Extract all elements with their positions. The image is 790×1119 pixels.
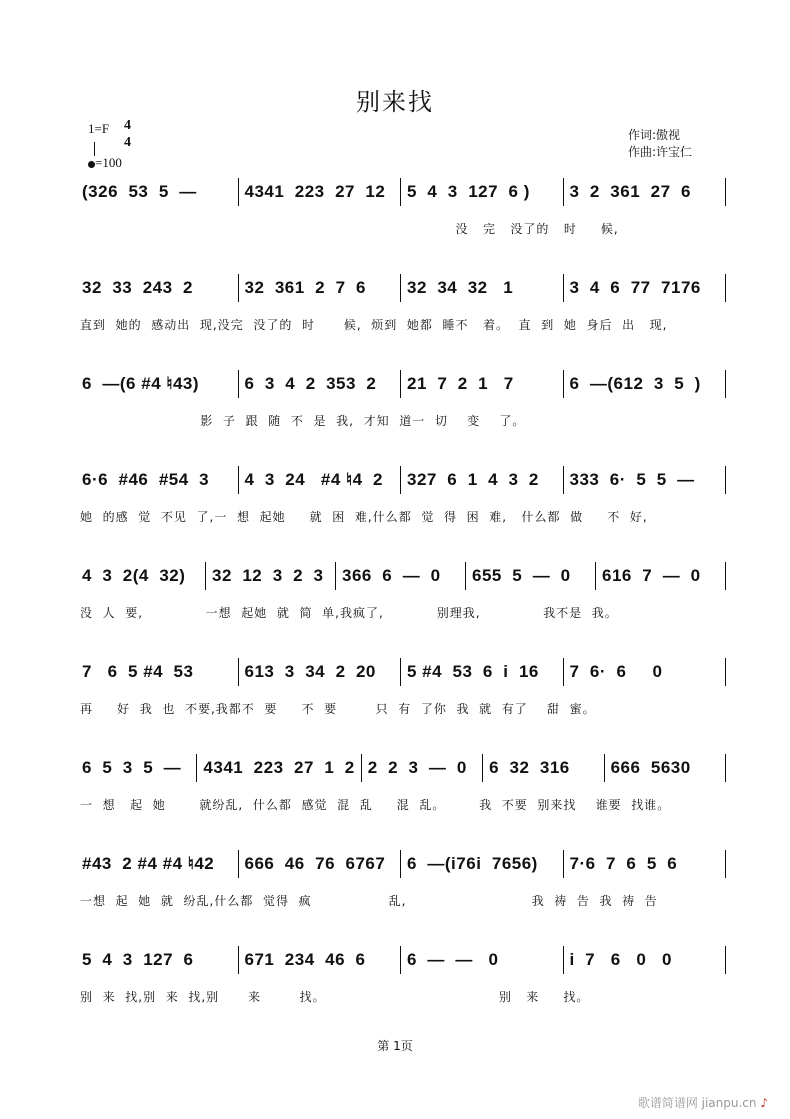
measure: (326 53 5 —	[82, 182, 197, 201]
measure: 6 —(i76i 7656)	[407, 854, 538, 873]
bar-line	[238, 370, 239, 398]
bar-line	[604, 754, 605, 782]
measure: 4341 223 27 1 2	[203, 758, 355, 777]
logo-icon: ♪	[760, 1096, 768, 1110]
measure: 5 #4 53 6 i 16	[407, 662, 539, 681]
lyrics-row: 没 完 没了的 时 候,	[80, 222, 619, 236]
measure: 5 4 3 127 6	[82, 950, 194, 969]
lyrics-row: 别 来 找,别 来 找,别 来 找。 别 来 找。	[80, 990, 590, 1004]
time-sig-top: 4	[124, 118, 131, 133]
measure: 32 361 2 7 6	[244, 278, 366, 297]
measure: 21 7 2 1 7	[407, 374, 514, 393]
measure: 4 3 2(4 32)	[82, 566, 186, 585]
bar-line	[238, 466, 239, 494]
measure: 655 5 — 0	[472, 566, 571, 585]
lyrics-row: 一 想 起 她 就纷乱, 什么都 感觉 混 乱 混 乱。 我 不要 别来找 谁要 找谁。	[80, 798, 671, 812]
bar-line	[725, 178, 726, 206]
measure: 366 6 — 0	[342, 566, 441, 585]
bar-line	[400, 370, 401, 398]
measure: 4 3 24 #4 ♮4 2	[244, 470, 383, 489]
page-number: 第 1页	[377, 1039, 413, 1053]
bar-line	[205, 562, 206, 590]
bar-line	[238, 274, 239, 302]
tempo-marking	[88, 154, 122, 171]
score-line	[80, 946, 730, 1008]
measure: 613 3 34 2 20	[244, 662, 376, 681]
notes-row	[80, 178, 730, 206]
lyricist: 作词:傲视	[628, 128, 681, 142]
notes-row	[80, 754, 730, 782]
bar-line	[725, 658, 726, 686]
bar-line	[335, 562, 336, 590]
bar-line	[725, 754, 726, 782]
measure: 32 33 243 2	[82, 278, 193, 297]
watermark-text: 歌谱简谱网 jianpu.cn	[637, 1096, 757, 1110]
measure: i 7 6 0 0	[569, 950, 672, 969]
measure: 7 6 5 #4 53	[82, 662, 194, 681]
measure: 6 32 316	[489, 758, 570, 777]
notes-row	[80, 562, 730, 590]
score-line	[80, 850, 730, 912]
bar-line	[400, 658, 401, 686]
measure: 327 6 1 4 3 2	[407, 470, 539, 489]
measure: 32 34 32 1	[407, 278, 514, 297]
measure: 333 6· 5 5 —	[569, 470, 695, 489]
measure: 3 4 6 77 7176	[569, 278, 701, 297]
measure: 6 —(6 #4 ♮43)	[82, 374, 200, 393]
bar-line	[725, 466, 726, 494]
measure: 5 4 3 127 6 )	[407, 182, 530, 201]
measure: 671 234 46 6	[244, 950, 366, 969]
bar-line	[563, 274, 564, 302]
measure: 666 46 76 6767	[244, 854, 386, 873]
bar-line	[563, 466, 564, 494]
bar-line	[725, 850, 726, 878]
score-line	[80, 274, 730, 336]
bar-line	[238, 946, 239, 974]
lyrics-row: 一想 起 她 就 纷乱,什么都 觉得 疯 乱, 我 祷 告 我 祷 告	[80, 894, 658, 908]
bar-line	[400, 946, 401, 974]
watermark	[638, 1094, 768, 1111]
bar-line	[361, 754, 362, 782]
lyrics-row: 她 的感 觉 不见 了,一 想 起她 就 困 难,什么都 觉 得 困 难, 什么都 做 不 好,	[80, 510, 648, 524]
score-line	[80, 370, 730, 432]
measure: 7·6 7 6 5 6	[569, 854, 678, 873]
lyrics-row: 影 子 跟 随 不 是 我, 才知 道一 切 变 了。	[80, 414, 526, 428]
time-signature	[124, 117, 131, 151]
bar-line	[400, 850, 401, 878]
note-stem	[94, 142, 95, 156]
bar-line	[563, 370, 564, 398]
measure: 4341 223 27 12	[244, 182, 386, 201]
bar-line	[563, 178, 564, 206]
lyrics-row: 没 人 要, 一想 起她 就 简 单,我疯了, 别理我, 我不是 我。	[80, 606, 618, 620]
key-signature	[88, 118, 131, 171]
bar-line	[725, 562, 726, 590]
bar-line	[400, 178, 401, 206]
quarter-note-icon	[88, 161, 95, 168]
composer: 作曲:许宝仁	[628, 145, 693, 159]
score-line	[80, 658, 730, 720]
measure: 6 —(612 3 5 )	[569, 374, 701, 393]
page-title: 别来找	[356, 88, 434, 116]
tempo-value: =100	[95, 155, 122, 170]
notes-row	[80, 658, 730, 686]
measure: 2 2 3 — 0	[367, 758, 467, 777]
measure: 6 5 3 5 —	[82, 758, 182, 777]
measure: 6 3 4 2 353 2	[244, 374, 377, 393]
measure: 6 — — 0	[407, 950, 499, 969]
bar-line	[563, 850, 564, 878]
measure: 3 2 361 27 6	[569, 182, 691, 201]
bar-line	[400, 274, 401, 302]
key-label: 1=F	[88, 121, 110, 136]
bar-line	[563, 658, 564, 686]
notes-row	[80, 370, 730, 398]
score-line	[80, 562, 730, 624]
measure: 6·6 #46 #54 3	[82, 470, 210, 489]
bar-line	[238, 658, 239, 686]
score-line	[80, 466, 730, 528]
score-line	[80, 754, 730, 816]
bar-line	[196, 754, 197, 782]
bar-line	[238, 850, 239, 878]
bar-line	[725, 370, 726, 398]
bar-line	[400, 466, 401, 494]
measure: 32 12 3 2 3	[212, 566, 324, 585]
bar-line	[725, 946, 726, 974]
bar-line	[482, 754, 483, 782]
credits	[628, 127, 692, 161]
bar-line	[595, 562, 596, 590]
measure: 666 5630	[610, 758, 691, 777]
notes-row	[80, 850, 730, 878]
bar-line	[238, 178, 239, 206]
lyrics-row: 再 好 我 也 不要,我都不 要 不 要 只 有 了你 我 就 有了 甜 蜜。	[80, 702, 596, 716]
notes-row	[80, 466, 730, 494]
bar-line	[725, 274, 726, 302]
time-sig-bottom: 4	[124, 135, 131, 150]
measure: 7 6· 6 0	[569, 662, 663, 681]
score-line	[80, 178, 730, 240]
bar-line	[465, 562, 466, 590]
measure: 616 7 — 0	[602, 566, 701, 585]
bar-line	[563, 946, 564, 974]
notes-row	[80, 946, 730, 974]
lyrics-row: 直到 她的 感动出 现,没完 没了的 时 候, 烦到 她都 睡不 着。 直 到 她 身后 出 现,	[80, 318, 668, 332]
notes-row	[80, 274, 730, 302]
measure: #43 2 #4 #4 ♮42	[82, 854, 215, 873]
